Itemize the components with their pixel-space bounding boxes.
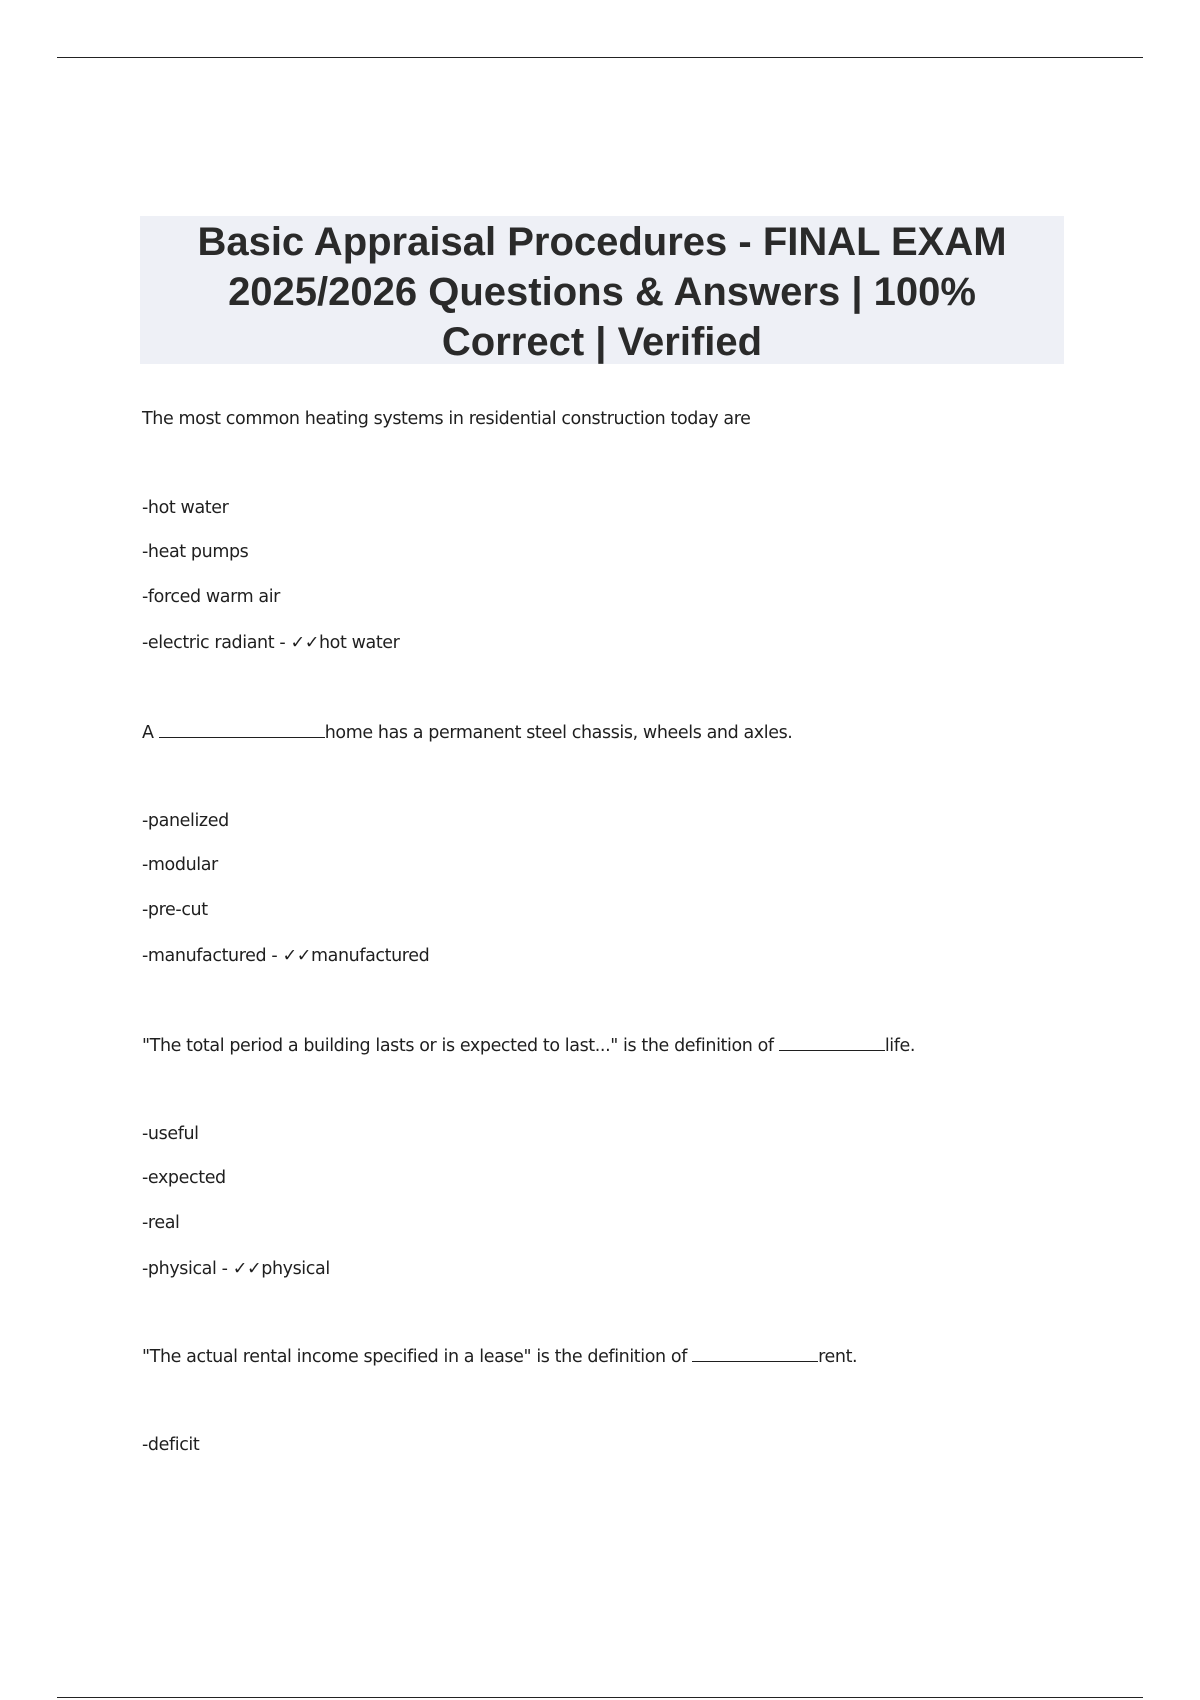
question-2-option: -modular <box>142 855 218 875</box>
question-2-final-option: -manufactured - <box>142 946 283 966</box>
document-title <box>140 216 1064 364</box>
question-1-answer: hot water <box>318 633 400 653</box>
header-rule <box>57 57 1143 58</box>
question-3-option: -expected <box>142 1168 226 1188</box>
footer-rule <box>57 1697 1143 1698</box>
fill-in-blank <box>692 1345 818 1362</box>
question-4-prompt: "The actual rental income specified in a lease" is the definition of rent. <box>142 1347 858 1367</box>
question-1-option: -forced warm air <box>142 587 280 607</box>
title-line-2: 2025/2026 Questions & Answers | 100% <box>228 270 976 314</box>
question-1-option: -heat pumps <box>142 542 249 562</box>
question-1-final-option: -electric radiant - <box>142 633 291 653</box>
title-line-1: Basic Appraisal Procedures - FINAL EXAM <box>197 220 1007 264</box>
question-3-option: -useful <box>142 1124 199 1144</box>
checkmark-icon: ✓✓ <box>290 633 319 653</box>
question-1-answer-line <box>142 632 399 654</box>
fill-in-blank <box>779 1034 885 1051</box>
question-1-option: -hot water <box>142 498 229 518</box>
checkmark-icon: ✓✓ <box>232 1259 262 1279</box>
question-2-answer-line <box>142 945 429 967</box>
question-3-final-option: -physical - <box>142 1259 233 1279</box>
question-2-option: -panelized <box>142 811 229 831</box>
question-3-option: -real <box>142 1213 180 1233</box>
question-2-option: -pre-cut <box>142 900 208 920</box>
question-4-option: -deficit <box>142 1435 200 1455</box>
question-1-prompt: The most common heating systems in residential construction today are <box>142 409 751 429</box>
question-3-answer-line <box>142 1258 330 1280</box>
question-2-prompt: A home has a permanent steel chassis, wheels and axles. <box>142 723 793 743</box>
title-line-3: Correct | Verified <box>441 320 763 364</box>
fill-in-blank <box>159 721 325 738</box>
question-2-answer: manufactured <box>310 946 430 966</box>
question-3-answer: physical <box>261 1259 330 1279</box>
question-3-prompt: "The total period a building lasts or is expected to last..." is the definition of life. <box>142 1036 916 1056</box>
checkmark-icon: ✓✓ <box>282 946 311 966</box>
